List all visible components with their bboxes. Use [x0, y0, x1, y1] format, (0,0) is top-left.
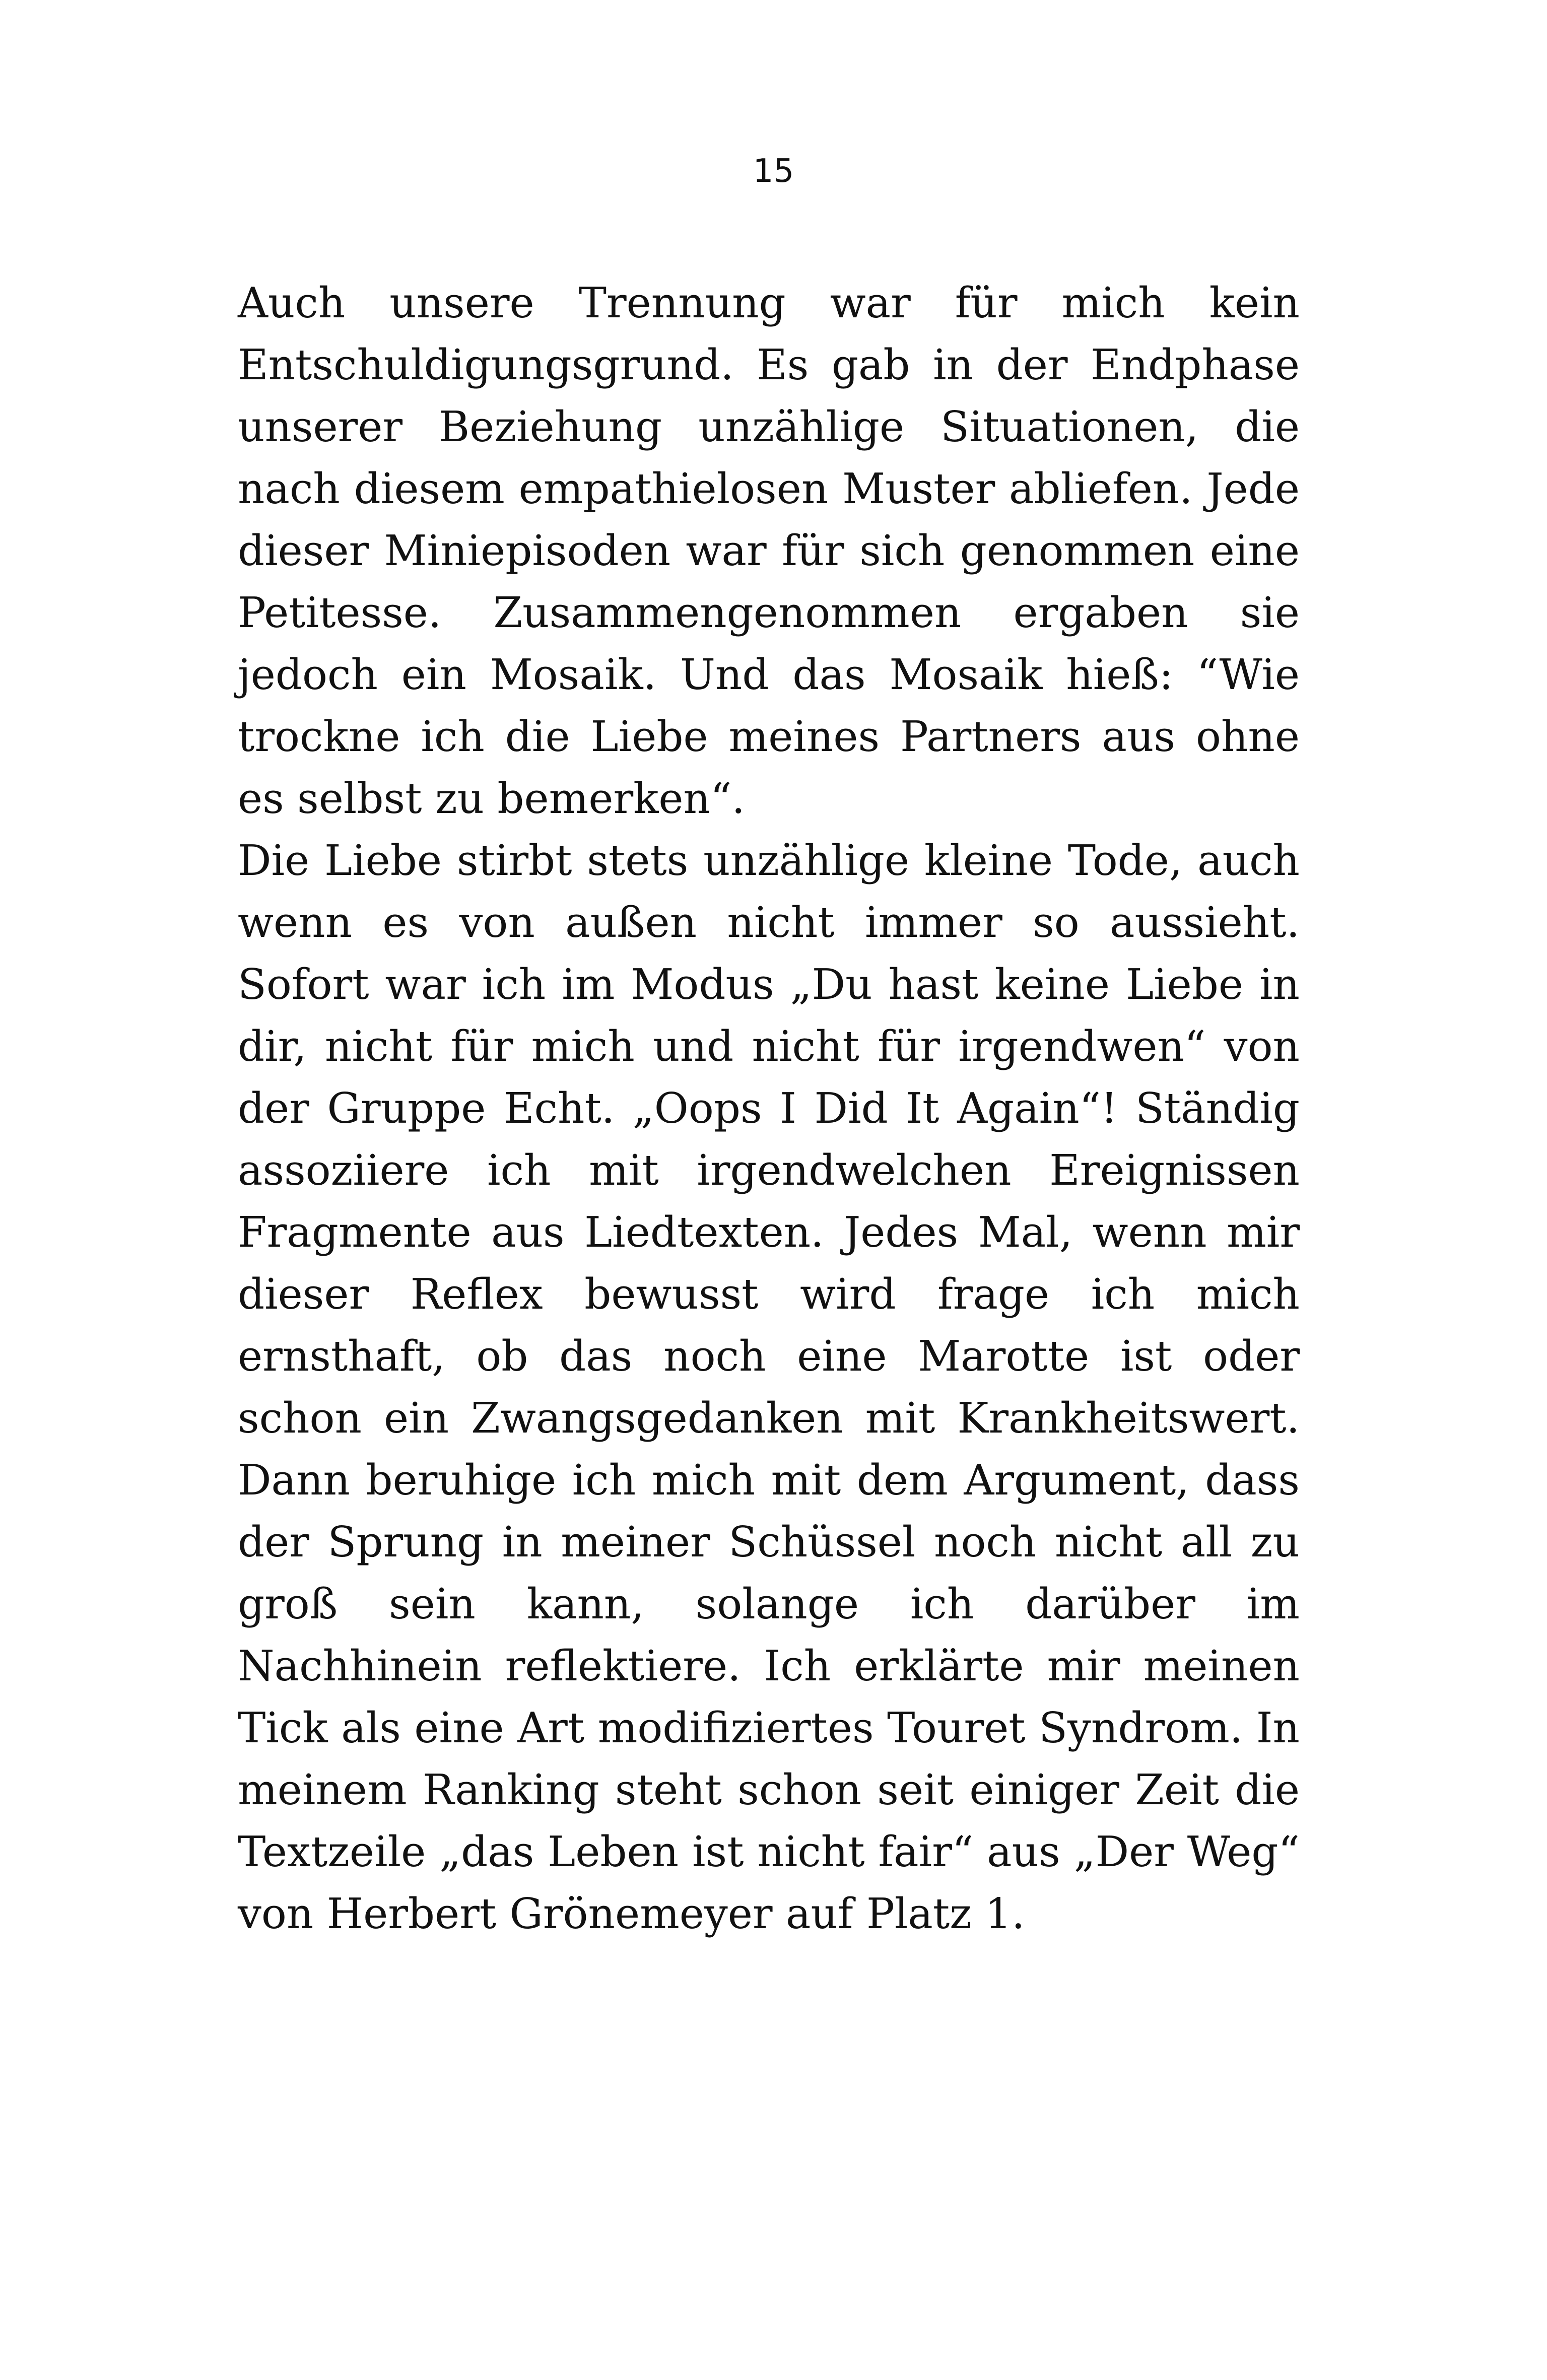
body-text	[238, 272, 1300, 1945]
paragraph-1: Auch unsere Trennung war für mich kein Entschuldigungsgrund. Es gab in der Endphase unserer Beziehung unzählige Situationen, die nach diesem empathielosen Muster abliefen. Jede dieser Miniepisoden war für sich genommen eine Petitesse. Zusammengenommen ergaben sie jedoch ein Mosaik. Und das Mosaik hieß: “Wie trockne ich die Liebe meines Partners aus ohne es selbst zu bemerken“.	[238, 279, 1300, 823]
page-number: 15	[753, 153, 794, 190]
paragraph-2: Die Liebe stirbt stets unzählige kleine Tode, auch wenn es von außen nicht immer so aussieht. Sofort war ich im Modus „Du hast keine Liebe in dir, nicht für mich und nicht für irgendwen“ von der Gruppe Echt. „Oops I Did It Again“! Ständig assoziiere ich mit irgendwelchen Ereignissen Fragmente aus Liedtexten. Jedes Mal, wenn mir dieser Reflex bewusst wird frage ich mich ernsthaft, ob das noch eine Marotte ist oder schon ein Zwangsgedanken mit Krankheitswert. Dann beruhige ich mich mit dem Argument, dass der Sprung in meiner Schüssel noch nicht all zu groß sein kann, solange ich darüber im Nachhinein reflektiere. Ich erklärte mir meinen Tick als eine Art modifiziertes Touret Syndrom. In meinem Ranking steht schon seit einiger Zeit die Textzeile „das Leben ist nicht fair“ aus „Der Weg“ von Herbert Grönemeyer auf Platz 1.	[238, 836, 1300, 1938]
